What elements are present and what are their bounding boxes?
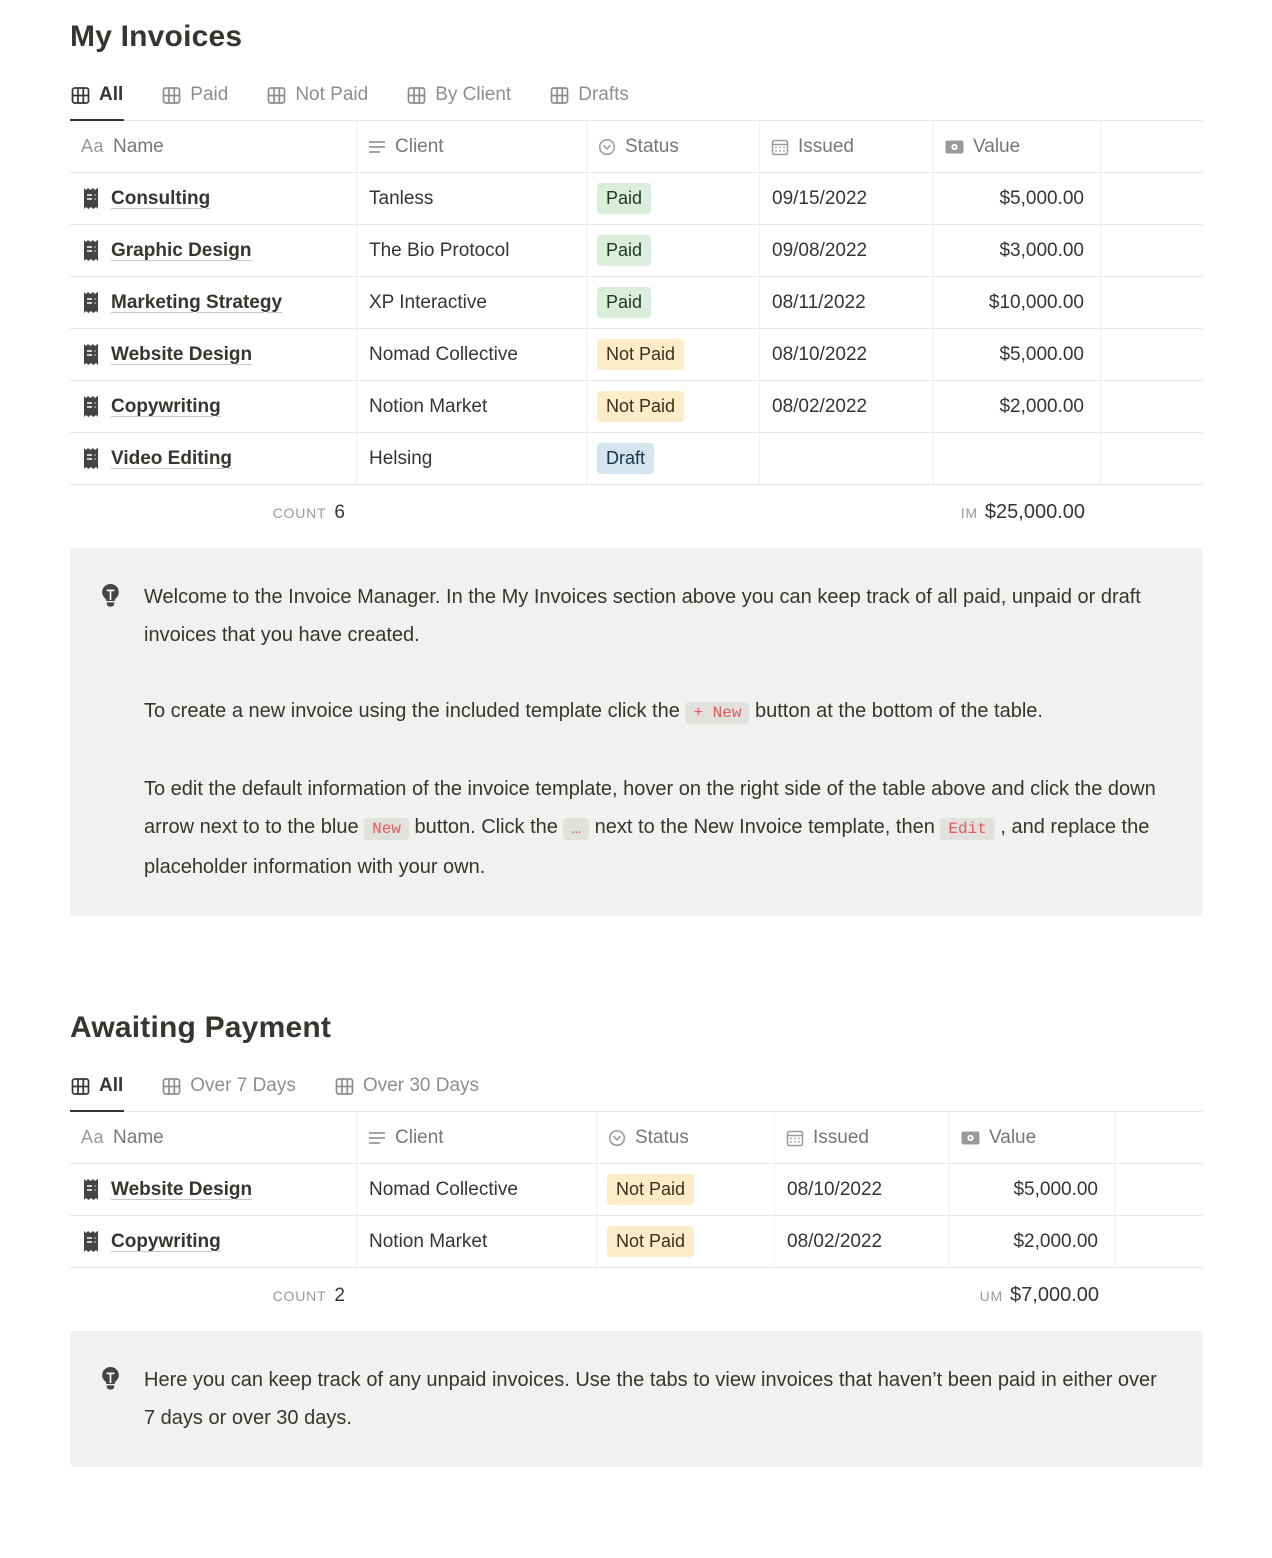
- issued-date-cell[interactable]: [775, 1216, 950, 1267]
- receipt-icon: [81, 291, 101, 314]
- table-row: [70, 173, 1203, 225]
- inline-code-chip: New: [364, 818, 409, 840]
- table-row: [70, 225, 1203, 277]
- tab-over-30-days[interactable]: [334, 1071, 480, 1112]
- issued-date-value: 09/08/2022: [772, 239, 868, 261]
- column-header-label: Status: [635, 1126, 689, 1148]
- receipt-icon: [81, 187, 101, 210]
- value-cell[interactable]: [950, 1164, 1115, 1215]
- status-cell[interactable]: [597, 1164, 775, 1215]
- status-badge: Paid: [597, 235, 651, 265]
- invoice-name-cell[interactable]: [70, 1216, 357, 1267]
- table-row: [70, 277, 1203, 329]
- invoice-page-link[interactable]: Video Editing: [111, 447, 233, 469]
- column-header-client[interactable]: [357, 121, 587, 172]
- issued-date-cell[interactable]: [760, 381, 934, 432]
- callout-paragraph: Welcome to the Invoice Manager. In the My Invoices section above you can keep track of all paid, unpaid or draft invoices that you have created.: [144, 586, 1141, 646]
- tab-not-paid[interactable]: [266, 80, 369, 121]
- table-view-icon: [162, 1077, 181, 1096]
- status-badge: Not Paid: [607, 1226, 694, 1256]
- issued-date-value: 08/02/2022: [772, 395, 868, 417]
- invoice-name-cell[interactable]: [70, 329, 357, 380]
- aggregate-row: [70, 1268, 1203, 1323]
- status-badge: Paid: [597, 183, 651, 213]
- empty-add-column-cell: [1101, 173, 1203, 224]
- count-value: 2: [334, 1284, 345, 1306]
- client-value: Nomad Collective: [369, 1178, 518, 1200]
- status-cell[interactable]: [587, 433, 760, 484]
- my-invoices-tabbar: [70, 80, 1203, 121]
- value-cell[interactable]: [934, 225, 1101, 276]
- column-header-label: Value: [989, 1126, 1037, 1148]
- status-cell[interactable]: [587, 173, 760, 224]
- callout-text: [144, 1361, 1163, 1437]
- receipt-icon: [81, 343, 101, 366]
- table-view-icon: [71, 1077, 90, 1096]
- invoice-name-cell[interactable]: [70, 433, 357, 484]
- tab-paid[interactable]: [161, 80, 229, 121]
- status-cell[interactable]: [597, 1216, 775, 1267]
- invoice-name-cell[interactable]: [70, 173, 357, 224]
- status-badge: Paid: [597, 287, 651, 317]
- status-cell[interactable]: [587, 277, 760, 328]
- title-icon: Aa: [81, 1127, 105, 1147]
- sum-aggregate[interactable]: [950, 1284, 1115, 1307]
- inline-code-chip: + New: [685, 702, 749, 724]
- client-value: Notion Market: [369, 395, 488, 417]
- column-header-label: Name: [113, 135, 164, 157]
- empty-add-column-cell: [1101, 225, 1203, 276]
- status-cell[interactable]: [587, 329, 760, 380]
- column-header-empty: [1115, 1112, 1203, 1163]
- value-amount: $5,000.00: [999, 187, 1084, 209]
- column-header-name[interactable]: [70, 1112, 357, 1163]
- invoice-page-link[interactable]: Graphic Design: [111, 239, 252, 261]
- status-badge: Not Paid: [607, 1174, 694, 1204]
- table-view-icon: [267, 86, 286, 105]
- invoice-page-link[interactable]: Marketing Strategy: [111, 291, 283, 313]
- callout-text: [144, 578, 1163, 886]
- sum-value: $25,000.00: [984, 501, 1085, 523]
- table-row: [70, 1216, 1203, 1268]
- sum-label: IM: [960, 505, 978, 521]
- column-header-label: Name: [113, 1126, 164, 1148]
- tab-drafts[interactable]: [549, 80, 630, 121]
- value-amount: $2,000.00: [999, 395, 1084, 417]
- value-cell[interactable]: [934, 173, 1101, 224]
- value-amount: $5,000.00: [1013, 1178, 1098, 1200]
- client-value: The Bio Protocol: [369, 239, 510, 261]
- issued-date-value: 08/11/2022: [772, 291, 866, 313]
- callout-paragraph: To edit the default information of the invoice template, hover on the right side of the table above and click the down arrow next to to the blue New button. Click the … next to the New Invoice template, then Edit , and replace the placeholder information with your own.: [144, 778, 1156, 878]
- title-icon: Aa: [81, 136, 105, 156]
- text-lines-icon: [368, 1130, 386, 1146]
- invoice-name-cell[interactable]: [70, 277, 357, 328]
- value-amount: $3,000.00: [999, 239, 1084, 261]
- tab-label: Paid: [190, 84, 229, 105]
- money-icon: [961, 1131, 980, 1145]
- issued-date-cell[interactable]: [760, 433, 934, 484]
- table-row: [70, 381, 1203, 433]
- count-value: 6: [334, 501, 345, 523]
- money-icon: [945, 140, 964, 154]
- status-cell[interactable]: [587, 225, 760, 276]
- table-view-icon: [550, 86, 569, 105]
- count-aggregate[interactable]: [70, 1285, 357, 1307]
- column-header-client[interactable]: [357, 1112, 597, 1163]
- tab-label: Drafts: [578, 84, 629, 105]
- page-title: My Invoices: [70, 20, 243, 53]
- value-amount: $2,000.00: [1013, 1230, 1098, 1252]
- issued-date-cell[interactable]: [760, 329, 934, 380]
- value-cell[interactable]: [934, 433, 1101, 484]
- sum-value: $7,000.00: [1010, 1284, 1099, 1306]
- status-badge: Not Paid: [597, 391, 684, 421]
- client-cell[interactable]: [357, 381, 587, 432]
- column-header-empty: [1101, 121, 1203, 172]
- awaiting-payment-callout: [70, 1331, 1203, 1467]
- lightbulb-icon: [98, 1361, 123, 1437]
- value-cell[interactable]: [934, 381, 1101, 432]
- column-header-label: Client: [395, 135, 444, 157]
- count-aggregate[interactable]: [70, 502, 357, 524]
- column-header-label: Client: [395, 1126, 444, 1148]
- table-header-row: [70, 1112, 1203, 1164]
- column-header-issued[interactable]: [760, 121, 934, 172]
- table-view-icon: [407, 86, 426, 105]
- client-cell[interactable]: [357, 173, 587, 224]
- tab-by-client[interactable]: [406, 80, 512, 121]
- table-row: [70, 433, 1203, 485]
- client-value: Nomad Collective: [369, 343, 518, 365]
- callout-paragraph: Here you can keep track of any unpaid invoices. Use the tabs to view invoices that haven’t been paid in either over 7 days or over 30 days.: [144, 1369, 1157, 1429]
- client-value: Helsing: [369, 447, 433, 469]
- tab-label: Over 7 Days: [190, 1075, 296, 1096]
- lightbulb-icon: [98, 578, 123, 886]
- aggregate-row: [70, 485, 1203, 540]
- issued-date-value: 08/02/2022: [787, 1230, 883, 1252]
- tab-label: Not Paid: [295, 84, 369, 105]
- empty-add-column-cell: [1101, 329, 1203, 380]
- inline-code-chip: Edit: [940, 818, 994, 840]
- awaiting-payment-title: Awaiting Payment: [70, 1011, 332, 1044]
- value-amount: $5,000.00: [999, 343, 1084, 365]
- status-badge: Draft: [597, 443, 654, 473]
- sum-label: UM: [979, 1288, 1004, 1304]
- invoice-name-cell[interactable]: [70, 1164, 357, 1215]
- value-amount: $10,000.00: [988, 291, 1084, 313]
- issued-date-cell[interactable]: [760, 225, 934, 276]
- callout-paragraph: To create a new invoice using the included template click the + New button at the bottom of the table.: [144, 700, 1043, 722]
- awaiting-payment-table: [70, 1112, 1203, 1323]
- client-value: Notion Market: [369, 1230, 488, 1252]
- receipt-icon: [81, 447, 101, 470]
- empty-add-column-cell: [1115, 1164, 1203, 1215]
- inline-code-chip: …: [563, 818, 589, 840]
- issued-date-value: 08/10/2022: [787, 1178, 883, 1200]
- column-header-value[interactable]: [934, 121, 1101, 172]
- tab-label: Over 30 Days: [362, 1075, 480, 1096]
- invoice-name-cell[interactable]: [70, 381, 357, 432]
- empty-add-column-cell: [1101, 277, 1203, 328]
- issued-date-cell[interactable]: [760, 173, 934, 224]
- table-view-icon: [335, 1077, 354, 1096]
- client-cell[interactable]: [357, 225, 587, 276]
- select-icon: [608, 1129, 626, 1147]
- column-header-status[interactable]: [587, 121, 760, 172]
- column-header-value[interactable]: [950, 1112, 1115, 1163]
- my-invoices-table: [70, 121, 1203, 540]
- empty-add-column-cell: [1115, 1216, 1203, 1267]
- empty-add-column-cell: [1101, 381, 1203, 432]
- text-lines-icon: [368, 139, 386, 155]
- invoice-page-link[interactable]: Copywriting: [111, 1230, 221, 1252]
- client-value: XP Interactive: [369, 291, 487, 313]
- status-cell[interactable]: [587, 381, 760, 432]
- tab-label: By Client: [435, 84, 512, 105]
- client-value: Tanless: [369, 187, 434, 209]
- value-cell[interactable]: [934, 329, 1101, 380]
- sum-aggregate[interactable]: [934, 501, 1101, 524]
- tab-label: All: [99, 1075, 124, 1096]
- column-header-label: Status: [625, 135, 679, 157]
- issued-date-value: 09/15/2022: [772, 187, 868, 209]
- client-cell[interactable]: [357, 1216, 597, 1267]
- receipt-icon: [81, 1178, 101, 1201]
- calendar-icon: [771, 138, 789, 156]
- column-header-label: Value: [973, 135, 1021, 157]
- table-row: [70, 329, 1203, 381]
- my-invoices-callout: [70, 548, 1203, 916]
- status-badge: Not Paid: [597, 339, 684, 369]
- invoice-page-link[interactable]: Website Design: [111, 1178, 253, 1200]
- value-cell[interactable]: [934, 277, 1101, 328]
- tab-all[interactable]: [70, 80, 124, 121]
- count-label: COUNT: [272, 504, 327, 521]
- tab-over-7-days[interactable]: [161, 1071, 297, 1112]
- my-invoices-section: [70, 20, 1203, 916]
- value-cell[interactable]: [950, 1216, 1115, 1267]
- tab-label: All: [99, 84, 124, 105]
- client-cell[interactable]: [357, 329, 587, 380]
- column-header-label: Issued: [798, 135, 854, 157]
- tab-all[interactable]: [70, 1071, 124, 1112]
- invoice-name-cell[interactable]: [70, 225, 357, 276]
- table-row: [70, 1164, 1203, 1216]
- column-header-status[interactable]: [597, 1112, 775, 1163]
- receipt-icon: [81, 1230, 101, 1253]
- count-label: COUNT: [272, 1287, 327, 1304]
- column-header-label: Issued: [813, 1126, 869, 1148]
- table-view-icon: [71, 86, 90, 105]
- receipt-icon: [81, 239, 101, 262]
- awaiting-payment-section: [70, 1011, 1203, 1467]
- client-cell[interactable]: [357, 433, 587, 484]
- issued-date-cell[interactable]: [775, 1164, 950, 1215]
- column-header-issued[interactable]: [775, 1112, 950, 1163]
- empty-add-column-cell: [1101, 433, 1203, 484]
- awaiting-payment-tabbar: [70, 1071, 1203, 1112]
- issued-date-cell[interactable]: [760, 277, 934, 328]
- table-header-row: [70, 121, 1203, 173]
- column-header-name[interactable]: [70, 121, 357, 172]
- select-icon: [598, 138, 616, 156]
- receipt-icon: [81, 395, 101, 418]
- invoice-page-link[interactable]: Copywriting: [111, 395, 221, 417]
- calendar-icon: [786, 1129, 804, 1147]
- issued-date-value: 08/10/2022: [772, 343, 868, 365]
- client-cell[interactable]: [357, 277, 587, 328]
- invoice-page-link[interactable]: Consulting: [111, 187, 211, 209]
- invoice-page-link[interactable]: Website Design: [111, 343, 253, 365]
- table-view-icon: [162, 86, 181, 105]
- client-cell[interactable]: [357, 1164, 597, 1215]
